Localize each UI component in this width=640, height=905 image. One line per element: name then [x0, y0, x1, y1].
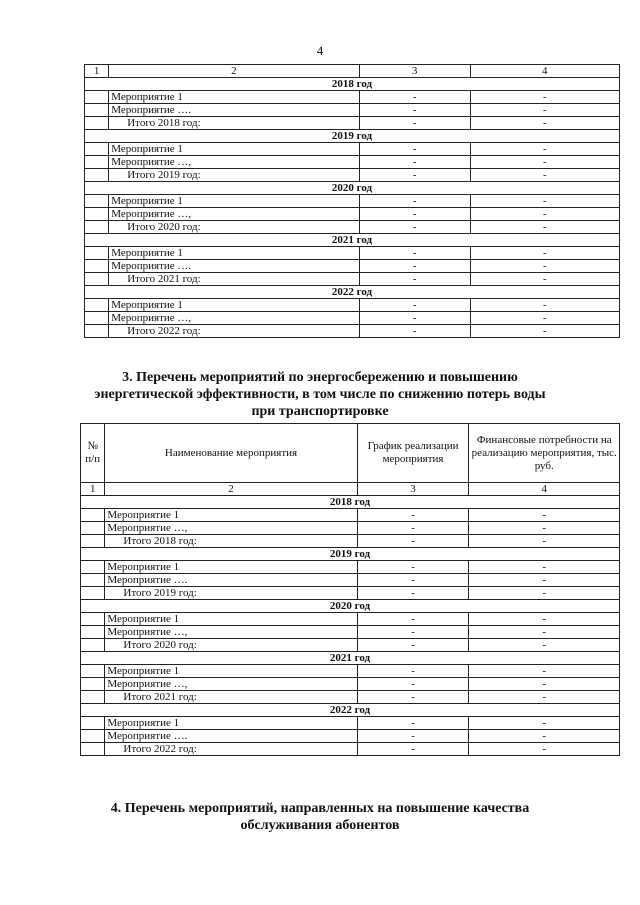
row-number-cell	[81, 522, 105, 535]
measure-name: Мероприятие 1	[109, 195, 359, 208]
measure-name: Мероприятие 1	[109, 299, 359, 312]
year-row	[81, 496, 620, 509]
row-number-cell	[85, 325, 109, 338]
measure-name: Итого 2020 год:	[105, 639, 357, 652]
finance-value: -	[470, 325, 619, 338]
measure-name: Итого 2019 год:	[105, 587, 357, 600]
year-row	[85, 234, 620, 247]
table-row	[85, 260, 620, 273]
table-row	[85, 169, 620, 182]
header-schedule: График реализации мероприятия	[357, 424, 469, 483]
table-row	[81, 717, 620, 730]
row-number-cell	[81, 730, 105, 743]
header-name: Наименование мероприятия	[105, 424, 357, 483]
schedule-value: -	[357, 691, 469, 704]
row-number-cell	[81, 535, 105, 548]
finance-value: -	[469, 639, 620, 652]
row-number-cell	[81, 678, 105, 691]
finance-value: -	[469, 717, 620, 730]
row-number-cell	[85, 195, 109, 208]
table-row	[85, 117, 620, 130]
measure-name: Мероприятие 1	[109, 247, 359, 260]
table-row	[85, 208, 620, 221]
table-row	[85, 156, 620, 169]
year-row	[85, 130, 620, 143]
finance-value: -	[470, 208, 619, 221]
year-label: 2018 год	[81, 496, 620, 509]
measure-name: Итого 2018 год:	[105, 535, 357, 548]
row-number-cell	[85, 208, 109, 221]
year-row	[81, 548, 620, 561]
table-row	[85, 195, 620, 208]
row-number-cell	[85, 221, 109, 234]
table-row	[81, 639, 620, 652]
table-row	[85, 312, 620, 325]
section-3-heading-line2: энергетической эффективности, в том числе по снижению потерь воды	[94, 387, 546, 402]
measure-name: Мероприятие 1	[105, 509, 357, 522]
table-row	[81, 613, 620, 626]
row-number-cell	[85, 169, 109, 182]
row-number-cell	[81, 691, 105, 704]
table-row	[81, 561, 620, 574]
finance-value: -	[470, 195, 619, 208]
section-4-heading	[0, 800, 640, 834]
finance-value: -	[469, 574, 620, 587]
schedule-value: -	[359, 104, 470, 117]
section-3-heading-line1: 3. Перечень мероприятий по энергосбережению и повышению	[122, 370, 518, 385]
column-number: 1	[85, 65, 109, 78]
finance-value: -	[469, 587, 620, 600]
measure-name: Мероприятие …,	[109, 156, 359, 169]
measure-name: Мероприятие 1	[105, 613, 357, 626]
finance-value: -	[469, 561, 620, 574]
finance-value: -	[470, 312, 619, 325]
schedule-value: -	[359, 117, 470, 130]
measure-name: Итого 2018 год:	[109, 117, 359, 130]
finance-value: -	[470, 156, 619, 169]
measure-name: Итого 2022 год:	[109, 325, 359, 338]
schedule-value: -	[359, 156, 470, 169]
table-row	[81, 587, 620, 600]
row-number-cell	[81, 639, 105, 652]
measure-name: Итого 2022 год:	[105, 743, 357, 756]
schedule-value: -	[359, 325, 470, 338]
schedule-value: -	[359, 195, 470, 208]
measure-name: Мероприятие …,	[105, 522, 357, 535]
row-number-cell	[85, 312, 109, 325]
schedule-value: -	[359, 208, 470, 221]
table-row	[81, 522, 620, 535]
year-label: 2019 год	[85, 130, 620, 143]
row-number-cell	[81, 665, 105, 678]
schedule-value: -	[357, 717, 469, 730]
schedule-value: -	[357, 639, 469, 652]
measure-name: Мероприятие ….	[105, 730, 357, 743]
row-number-cell	[81, 509, 105, 522]
section-4-heading-line1: 4. Перечень мероприятий, направленных на повышение качества	[110, 801, 530, 816]
year-row	[85, 182, 620, 195]
table-row	[85, 273, 620, 286]
finance-value: -	[469, 509, 620, 522]
finance-value: -	[469, 613, 620, 626]
measure-name: Мероприятие …,	[109, 208, 359, 221]
row-number-cell	[85, 299, 109, 312]
schedule-value: -	[359, 143, 470, 156]
table-row	[81, 535, 620, 548]
finance-value: -	[470, 273, 619, 286]
section-3-heading-line3: при транспортировке	[251, 404, 389, 419]
column-number-row	[81, 483, 620, 496]
column-number: 2	[109, 65, 359, 78]
row-number-cell	[85, 117, 109, 130]
row-number-cell	[85, 273, 109, 286]
measure-name: Мероприятие 1	[109, 91, 359, 104]
schedule-value: -	[357, 730, 469, 743]
row-number-cell	[85, 247, 109, 260]
measure-name: Мероприятие ….	[109, 104, 359, 117]
year-label: 2021 год	[85, 234, 620, 247]
schedule-value: -	[359, 299, 470, 312]
finance-value: -	[469, 665, 620, 678]
year-row	[81, 600, 620, 613]
finance-value: -	[470, 247, 619, 260]
schedule-value: -	[357, 522, 469, 535]
section-4-heading-line2: обслуживания абонентов	[240, 818, 400, 833]
header-number: № п/п	[81, 424, 105, 483]
table-row	[81, 574, 620, 587]
table-row	[81, 626, 620, 639]
finance-value: -	[470, 117, 619, 130]
year-row	[85, 286, 620, 299]
finance-value: -	[469, 743, 620, 756]
finance-value: -	[470, 143, 619, 156]
schedule-value: -	[357, 561, 469, 574]
year-label: 2021 год	[81, 652, 620, 665]
row-number-cell	[85, 91, 109, 104]
row-number-cell	[85, 104, 109, 117]
measure-name: Мероприятие …,	[105, 626, 357, 639]
schedule-value: -	[357, 613, 469, 626]
year-label: 2022 год	[81, 704, 620, 717]
measure-name: Мероприятие 1	[105, 561, 357, 574]
finance-value: -	[469, 691, 620, 704]
measure-name: Итого 2021 год:	[109, 273, 359, 286]
finance-value: -	[470, 91, 619, 104]
schedule-value: -	[359, 247, 470, 260]
table-row	[81, 509, 620, 522]
finance-value: -	[469, 678, 620, 691]
table-row	[81, 665, 620, 678]
table-row	[85, 91, 620, 104]
table-row	[81, 730, 620, 743]
schedule-value: -	[359, 169, 470, 182]
column-number: 4	[470, 65, 619, 78]
row-number-cell	[85, 260, 109, 273]
table-row	[85, 143, 620, 156]
page-number: 4	[316, 43, 324, 58]
schedule-value: -	[357, 678, 469, 691]
year-row	[85, 78, 620, 91]
schedule-value: -	[357, 574, 469, 587]
schedule-value: -	[357, 509, 469, 522]
year-label: 2019 год	[81, 548, 620, 561]
column-number: 1	[81, 483, 105, 496]
row-number-cell	[81, 613, 105, 626]
row-number-cell	[81, 717, 105, 730]
schedule-value: -	[359, 312, 470, 325]
column-number: 3	[357, 483, 469, 496]
year-label: 2020 год	[81, 600, 620, 613]
section-3-heading	[0, 369, 640, 420]
schedule-value: -	[359, 91, 470, 104]
column-number: 2	[105, 483, 357, 496]
measure-name: Мероприятие 1	[105, 717, 357, 730]
schedule-value: -	[357, 665, 469, 678]
schedule-value: -	[359, 221, 470, 234]
schedule-value: -	[357, 743, 469, 756]
measure-name: Мероприятие 1	[105, 665, 357, 678]
column-number: 3	[359, 65, 470, 78]
finance-value: -	[469, 626, 620, 639]
measure-name: Мероприятие 1	[109, 143, 359, 156]
schedule-value: -	[359, 273, 470, 286]
table-row	[81, 678, 620, 691]
row-number-cell	[81, 574, 105, 587]
measure-name: Мероприятие …,	[109, 312, 359, 325]
schedule-value: -	[359, 260, 470, 273]
table-row	[85, 247, 620, 260]
measure-name: Мероприятие …,	[105, 678, 357, 691]
year-row	[81, 704, 620, 717]
year-label: 2018 год	[85, 78, 620, 91]
year-row	[81, 652, 620, 665]
table-row	[81, 743, 620, 756]
column-number-row	[85, 65, 620, 78]
header-finance: Финансовые потребности на реализацию мероприятия, тыс. руб.	[469, 424, 620, 483]
finance-value: -	[470, 299, 619, 312]
table-row	[85, 325, 620, 338]
row-number-cell	[81, 743, 105, 756]
finance-value: -	[470, 221, 619, 234]
row-number-cell	[85, 143, 109, 156]
row-number-cell	[81, 626, 105, 639]
finance-value: -	[469, 522, 620, 535]
finance-value: -	[470, 260, 619, 273]
table-row	[85, 104, 620, 117]
table-row	[85, 221, 620, 234]
measure-name: Мероприятие ….	[105, 574, 357, 587]
finance-value: -	[470, 104, 619, 117]
column-number: 4	[469, 483, 620, 496]
schedule-value: -	[357, 626, 469, 639]
measure-name: Итого 2021 год:	[105, 691, 357, 704]
year-label: 2020 год	[85, 182, 620, 195]
measure-name: Итого 2020 год:	[109, 221, 359, 234]
row-number-cell	[81, 561, 105, 574]
finance-value: -	[469, 730, 620, 743]
measure-name: Итого 2019 год:	[109, 169, 359, 182]
measure-name: Мероприятие ….	[109, 260, 359, 273]
finance-value: -	[470, 169, 619, 182]
schedule-value: -	[357, 535, 469, 548]
table-row	[81, 691, 620, 704]
year-label: 2022 год	[85, 286, 620, 299]
table-expenses-by-year	[84, 64, 620, 338]
row-number-cell	[85, 156, 109, 169]
schedule-value: -	[357, 587, 469, 600]
table-row	[85, 299, 620, 312]
row-number-cell	[81, 587, 105, 600]
finance-value: -	[469, 535, 620, 548]
table-energy-saving-measures	[80, 423, 620, 756]
